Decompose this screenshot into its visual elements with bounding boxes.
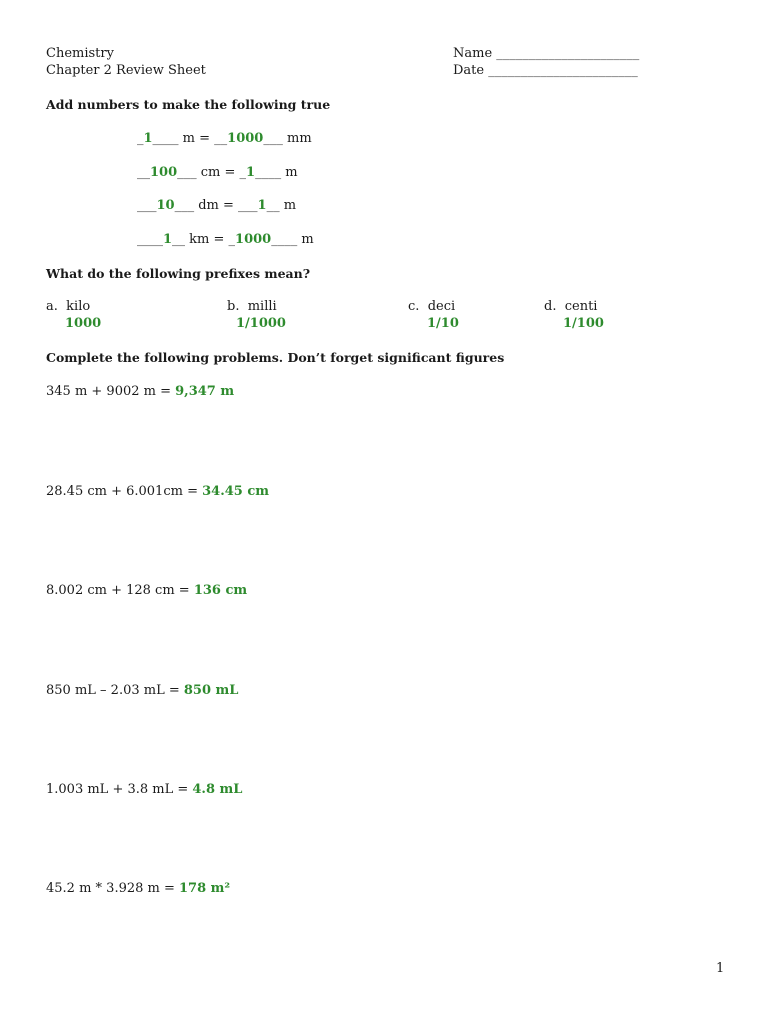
conversion-row xyxy=(137,197,296,214)
item-letter: c. xyxy=(408,299,420,314)
answer: 1 xyxy=(246,165,256,180)
blank-text: _ xyxy=(137,131,144,146)
problem-item xyxy=(46,682,238,699)
unit-text: ___ cm = _ xyxy=(177,165,247,180)
problem-item xyxy=(46,582,247,599)
problem-item xyxy=(46,383,234,400)
answer: 1 xyxy=(257,198,267,213)
unit-text: ____ m xyxy=(271,232,314,247)
item-letter: a. xyxy=(46,299,58,314)
problem-question: 8.002 cm + 128 cm = xyxy=(46,583,194,598)
item-letter: d. xyxy=(544,299,557,314)
unit-text: ___ mm xyxy=(263,131,312,146)
problem-item xyxy=(46,483,269,500)
prefix-label: kilo xyxy=(66,299,91,314)
conversion-row xyxy=(137,130,312,147)
prefix-label: deci xyxy=(427,299,456,314)
problem-answer: 136 cm xyxy=(193,583,248,598)
unit-text: __ m xyxy=(266,198,297,213)
problem-item xyxy=(46,781,242,798)
name-line: Name ______________________ xyxy=(453,46,640,61)
prefix-answer-c: 1/10 xyxy=(427,316,459,331)
conversion-row xyxy=(137,164,298,181)
section-heading-prefixes: What do the following prefixes mean? xyxy=(46,266,311,281)
unit-text: ___ dm = ___ xyxy=(174,198,258,213)
answer: 1000 xyxy=(235,232,272,247)
answer: 1 xyxy=(143,131,153,146)
problem-answer: 34.45 cm xyxy=(202,484,270,499)
sheet-title: Chapter 2 Review Sheet xyxy=(46,63,206,78)
conversion-row xyxy=(137,231,314,248)
prefix-answer-d: 1/100 xyxy=(563,316,604,331)
problem-question: 28.45 cm + 6.001cm = xyxy=(46,484,203,499)
date-line: Date _______________________ xyxy=(453,63,638,78)
prefix-item-d xyxy=(544,298,597,315)
course-title: Chemistry xyxy=(46,46,114,61)
answer: 10 xyxy=(156,198,175,213)
prefix-item-a xyxy=(46,298,90,315)
prefix-answer-b: 1/1000 xyxy=(236,316,286,331)
unit-text: __ km = _ xyxy=(172,232,236,247)
blank-text: __ xyxy=(137,165,150,180)
problem-answer: 850 mL xyxy=(183,683,239,698)
page-number: 1 xyxy=(716,961,725,976)
prefix-label: centi xyxy=(564,299,598,314)
answer: 1 xyxy=(163,232,173,247)
problem-question: 1.003 mL + 3.8 mL = xyxy=(46,782,193,797)
blank-text: ____ xyxy=(137,232,163,247)
problem-answer: 9,347 m xyxy=(175,384,235,399)
prefix-label: milli xyxy=(247,299,277,314)
problem-question: 850 mL – 2.03 mL = xyxy=(46,683,184,698)
item-letter: b. xyxy=(227,299,240,314)
unit-text: ____ m = __ xyxy=(152,131,228,146)
answer: 100 xyxy=(150,165,178,180)
prefix-answer-a: 1000 xyxy=(65,316,102,331)
blank-text: ___ xyxy=(137,198,157,213)
problem-answer: 178 m² xyxy=(179,881,231,896)
problem-question: 45.2 m * 3.928 m = xyxy=(46,881,180,896)
problem-question: 345 m + 9002 m = xyxy=(46,384,176,399)
problem-item xyxy=(46,880,230,897)
section-heading-conversions: Add numbers to make the following true xyxy=(46,97,331,112)
section-heading-problems: Complete the following problems. Don’t forget significant figures xyxy=(46,350,505,365)
prefix-item-b xyxy=(227,298,277,315)
problem-answer: 4.8 mL xyxy=(192,782,243,797)
unit-text: ____ m xyxy=(255,165,298,180)
prefix-item-c xyxy=(408,298,455,315)
answer: 1000 xyxy=(227,131,264,146)
